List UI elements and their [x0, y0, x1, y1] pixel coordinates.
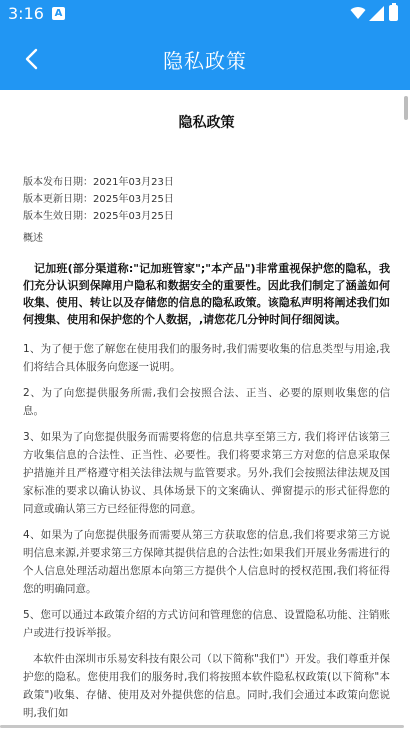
policy-paragraph: 2、为了向您提供服务所需,我们会按照合法、正当、必要的原则收集您的信息。 [23, 387, 390, 417]
page-title: 隐私政策 [163, 49, 247, 73]
policy-paragraph: 1、为了便于您了解您在使用我们的服务时,我们需要收集的信息类型与用途,我们将结合具体服务向您逐一说明。 [23, 343, 390, 373]
battery-icon [389, 5, 398, 21]
app-bar [0, 28, 410, 90]
policy-content[interactable] [0, 90, 410, 730]
wifi-icon [350, 6, 366, 20]
intro-paragraph: 记加班(部分渠道称:"记加班管家";"本产品")非常重视保护您的隐私，我们充分认识到保障用户隐私和数据安全的重要性。因此我们制定了涵盖如何收集、使用、转让以及存储您的信息的隐私政策。该隐私声明将阐述我们如何搜集、使用和保护您的个人数据，,请您花几分钟时间仔细阅读。 [23, 262, 390, 326]
horizontal-scrollbar[interactable] [0, 722, 410, 730]
vertical-scrollbar[interactable] [404, 96, 408, 120]
policy-paragraph: 本软件由深圳市乐易安科技有限公司（以下简称"我们"）开发。我们尊重并保护您的隐私。您使用我们的服务时,我们将按照本软件隐私权政策(以下简称"本政策")收集、存储、使用及对外提供您的信息。同时,我们会通过本政策向您说明,我们如 [23, 653, 390, 719]
status-bar [0, 0, 410, 28]
version-info [23, 174, 390, 225]
status-time: 3:16 [8, 4, 44, 23]
horizontal-scroll-thumb[interactable] [0, 725, 404, 728]
document-title: 隐私政策 [178, 115, 235, 131]
policy-paragraph: 3、如果为了向您提供服务而需要将您的信息共享至第三方, 我们将评估该第三方收集信息的合法性、正当性、必要性。我们将要求第三方对您的信息采取保护措施并且严格遵守相关法律法规与监管要求。另外,我们会按照法律法规及国家标准的要求以确认协议、具体场景下的文案确认、弹窗提示的形式征得您的同意或确认第三方已经征得您的同意。 [23, 431, 390, 515]
policy-paragraph: 4、如果为了向您提供服务而需要从第三方获取您的信息,我们将要求第三方说明信息来源,并要求第三方保障其提供信息的合法性;如果我们开展业务需进行的个人信息处理活动超出您原本向第三方提供个人信息时的授权范围,我们将征得您的明确同意。 [23, 529, 390, 595]
update-date: 版本更新日期：2025年03月25日 [23, 194, 174, 205]
section-overview-label: 概述 [23, 233, 43, 244]
signal-icon [369, 6, 384, 21]
policy-paragraph: 5、您可以通过本政策介绍的方式访问和管理您的信息、设置隐私功能、注销账户或进行投诉举报。 [23, 609, 390, 639]
effective-date: 版本生效日期：2025年03月25日 [23, 211, 174, 222]
notification-app-icon: A [52, 7, 65, 20]
release-date: 版本发布日期：2021年03月23日 [23, 177, 174, 188]
